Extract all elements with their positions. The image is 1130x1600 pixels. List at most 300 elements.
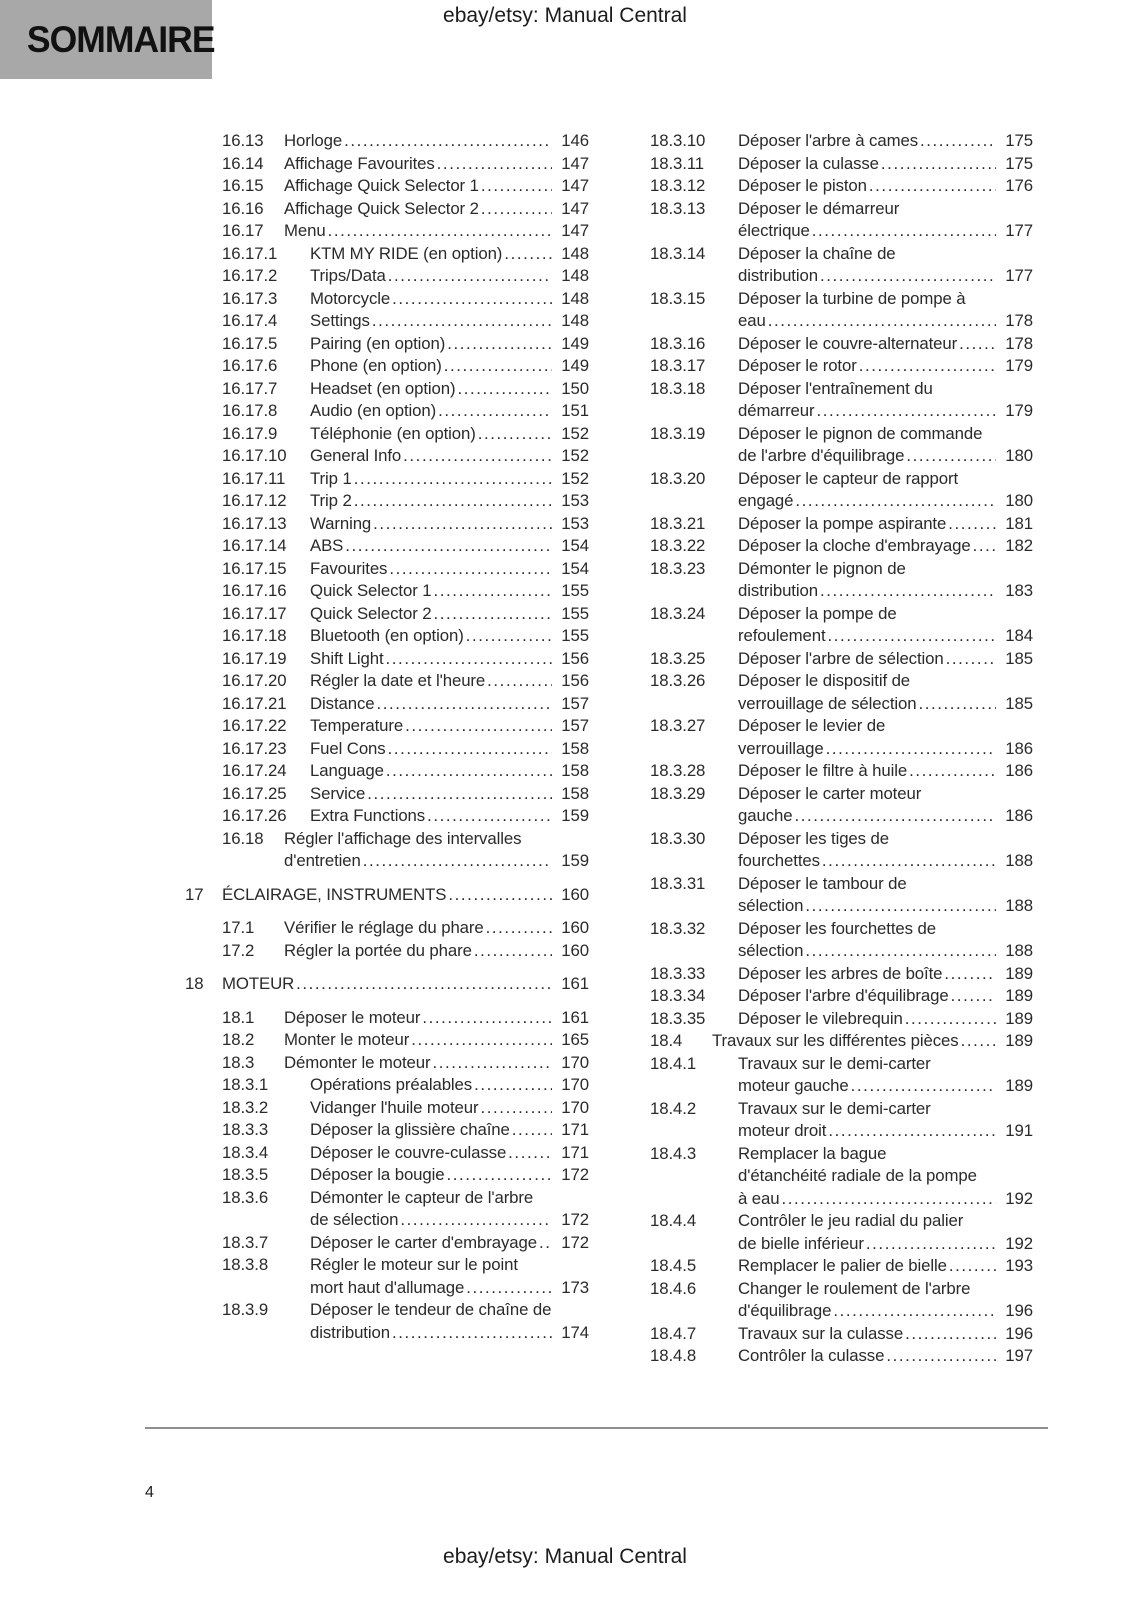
toc-page-ref: 160 [561,918,589,937]
toc-entry-title: Changer le roulement de l'arbre [738,1278,971,1298]
toc-entry-number: 18.3.13 [650,198,706,218]
toc-entry-title: Déposer le piston [738,176,867,195]
toc-entry [613,1030,1033,1053]
toc-page-ref: 153 [561,491,589,510]
toc-leader-dots [411,1029,552,1052]
toc-entry-title: Déposer le tambour de [738,873,907,893]
toc-entry-title: KTM MY RIDE (en option) [310,243,503,263]
toc-entry [613,378,1033,423]
toc-entry-title: de bielle inférieur [738,1233,864,1253]
toc-entry [185,670,589,693]
toc-entry-title: Remplacer le palier de bielle [738,1256,947,1275]
toc-page-ref: 161 [561,974,589,993]
toc-page-ref: 174 [561,1322,589,1342]
toc-page-ref: 154 [561,558,589,578]
toc-entry [613,828,1033,873]
toc-entry-number: 16.17.11 [222,468,286,488]
toc-column-right [613,130,1033,1368]
toc-entry-number: 18.3.15 [650,288,706,308]
toc-leader-dots [386,760,552,783]
toc-leader-dots [812,220,996,243]
toc-entry-title: Déposer le capteur de rapport [738,468,959,488]
toc-entry-number: 18.4.4 [650,1211,697,1230]
toc-entry-title: Démonter le moteur [284,1052,431,1072]
toc-leader-dots [859,355,996,378]
toc-leader-dots [951,985,996,1008]
toc-entry-number: 16.18 [222,828,264,848]
toc-entry-number: 18.3.5 [222,1165,269,1184]
toc-entry [185,468,589,491]
toc-page-ref: 147 [561,221,589,240]
toc-entry-number: 16.17.4 [222,311,278,330]
toc-entry-title: Affichage Favourites [284,153,435,173]
toc-leader-dots [447,333,552,356]
toc-page-ref: 188 [1005,941,1033,960]
toc-entry-number: 16.17.5 [222,333,278,353]
toc-page-ref: 159 [561,851,589,870]
toc-entry-title: Déposer le couvre-culasse [310,1142,507,1162]
toc-entry-number: 18.4.7 [650,1323,697,1343]
toc-page-ref: 189 [1005,1031,1033,1050]
toc-entry-title: Déposer l'arbre de sélection [738,648,944,668]
sommaire-banner [0,0,215,79]
toc-entry [613,513,1033,536]
toc-entry-title: engagé [738,491,794,510]
toc-entry-number: 18.3.35 [650,1008,706,1028]
toc-entry [613,153,1033,176]
toc-page-ref: 157 [561,693,589,713]
toc-entry [185,535,589,558]
toc-entry [613,333,1033,356]
toc-entry-title: ABS [310,536,344,555]
toc-entry-title: démarreur [738,401,815,420]
toc-leader-dots [377,693,553,716]
toc-entry [185,355,589,378]
page-footer-title: ebay/etsy: Manual Central [443,1545,687,1568]
toc-entry-number: 16.15 [222,176,264,195]
toc-page-ref: 192 [1005,1233,1033,1253]
toc-entry [185,130,589,153]
toc-entry-title: Travaux sur la culasse [738,1323,904,1343]
toc-entry-title: Téléphonie (en option) [310,423,476,443]
toc-entry-title: Régler la portée du phare [284,940,472,960]
toc-leader-dots [392,1322,552,1345]
toc-entry-title: fourchettes [738,851,820,870]
toc-column-left [185,130,589,1344]
toc-page-ref: 152 [561,468,589,488]
toc-entry-number: 16.17.17 [222,603,287,623]
toc-entry [185,378,589,401]
toc-leader-dots [973,535,996,558]
toc-leader-dots [354,468,552,491]
toc-leader-dots [447,1164,552,1187]
toc-leader-dots [422,1007,552,1030]
toc-leader-dots [403,445,552,468]
toc-entry-title: Opérations préalables [310,1075,473,1094]
toc-entry-number: 16.17.2 [222,266,278,285]
toc-entry-number: 18.3.10 [650,131,706,150]
toc-entry [613,760,1033,783]
toc-entry [185,1007,589,1030]
toc-entry [185,940,589,963]
toc-entry [185,1299,589,1344]
toc-entry-title: Déposer l'arbre d'équilibrage [738,986,949,1005]
toc-entry-number: 16.17.14 [222,536,287,555]
toc-entry-number: 16.17.15 [222,558,287,578]
toc-entry-title: distribution [738,266,818,285]
toc-entry-number: 18.3.3 [222,1120,269,1139]
toc-page-ref: 184 [1005,626,1033,645]
toc-entry-title: Shift Light [310,648,384,668]
toc-entry-number: 16.17.6 [222,356,278,375]
toc-entry-title: eau [738,311,766,330]
toc-leader-dots [427,805,552,828]
toc-entry-number: 18.3.34 [650,986,706,1005]
toc-entry-title: Remplacer la bague [738,1143,887,1163]
toc-leader-dots [905,1323,996,1346]
toc-entry-title: General Info [310,446,402,465]
toc-entry-title: Headset (en option) [310,378,456,398]
toc-entry-title: Déposer la culasse [738,153,879,173]
toc-leader-dots [373,513,552,536]
toc-entry-number: 16.17.23 [222,738,287,758]
toc-leader-dots [481,198,552,221]
toc-entry-title: Déposer le filtre à huile [738,761,908,780]
toc-page-ref: 147 [561,198,589,218]
toc-entry-title: distribution [738,581,818,600]
toc-entry-title: Déposer la chaîne de [738,243,896,263]
toc-leader-dots [328,220,552,243]
toc-leader-dots [466,1277,552,1300]
toc-entry-title: Déposer les fourchettes de [738,918,936,938]
toc-entry [185,884,589,907]
toc-entry-title: distribution [310,1322,390,1342]
toc-page-ref: 180 [1005,491,1033,510]
toc-entry-title: Déposer le carter moteur [738,783,922,803]
toc-entry-number: 18.4.1 [650,1053,697,1073]
toc-page-ref: 155 [561,603,589,623]
toc-page-ref: 170 [561,1052,589,1072]
toc-entry-title: Trip 1 [310,468,352,488]
toc-entry-title: Déposer le vilebrequin [738,1008,903,1028]
toc-entry-title: Déposer les arbres de boîte [738,963,943,983]
toc-page-ref: 191 [1005,1121,1033,1140]
toc-leader-dots [386,648,552,671]
toc-entry [185,1164,589,1187]
toc-page-ref: 156 [561,648,589,668]
toc-page-ref: 147 [561,153,589,173]
toc-entry-number: 18.3.20 [650,468,706,488]
toc-entry-title: Déposer le carter d'embrayage [310,1232,537,1252]
toc-page-ref: 159 [561,806,589,825]
page-number: 4 [145,1484,154,1501]
toc-entry [185,715,589,738]
toc-entry-title: Travaux sur le demi-carter [738,1098,931,1118]
toc-leader-dots [345,535,552,558]
toc-entry-number: 18.3.18 [650,378,706,398]
page-header-title: ebay/etsy: Manual Central [443,4,687,27]
toc-entry [613,1008,1033,1031]
toc-entry-title: Déposer le moteur [284,1007,421,1027]
toc-page-ref: 192 [1005,1188,1033,1208]
toc-entry-title: Pairing (en option) [310,333,446,353]
toc-entry [185,973,589,996]
toc-entry [613,670,1033,715]
toc-leader-dots [434,580,552,603]
toc-entry-number: 18.3.19 [650,423,706,443]
toc-leader-dots [946,648,996,671]
toc-entry-number: 16.14 [222,153,264,173]
toc-page-ref: 178 [1005,311,1033,330]
toc-entry [185,693,589,716]
toc-leader-dots [458,378,553,401]
toc-entry [185,1097,589,1120]
toc-entry [185,603,589,626]
toc-page-ref: 149 [561,333,589,353]
toc-entry-title: Audio (en option) [310,401,437,420]
toc-entry-title: Bluetooth (en option) [310,626,464,645]
toc-entry-number: 18.3.6 [222,1187,269,1207]
toc-leader-dots [822,850,996,873]
toc-entry-title: sélection [738,896,804,915]
toc-leader-dots [363,850,552,873]
toc-entry-title: ÉCLAIRAGE, INSTRUMENTS [222,884,447,904]
toc-page-ref: 175 [1005,131,1033,150]
toc-entry [613,355,1033,378]
toc-entry-number: 16.17.22 [222,716,287,735]
toc-entry [613,985,1033,1008]
toc-entry [613,1143,1033,1211]
toc-entry-title: Phone (en option) [310,356,442,375]
toc-entry [613,243,1033,288]
toc-entry-number: 18.3.26 [650,671,706,690]
toc-entry-title: Warning [310,513,372,533]
toc-entry-number: 16.17.3 [222,288,278,308]
toc-page-ref: 165 [561,1030,589,1049]
toc-entry [613,558,1033,603]
footer-divider [145,1427,1048,1429]
toc-page-ref: 181 [1005,513,1033,533]
toc-leader-dots [508,1142,552,1165]
toc-entry-number: 16.17.13 [222,513,287,533]
toc-page-ref: 186 [1005,738,1033,758]
toc-leader-dots [448,884,552,907]
toc-entry-number: 16.17.1 [222,243,278,263]
toc-leader-dots [828,1120,996,1143]
toc-entry-title: Service [310,783,366,803]
toc-entry-title: Fuel Cons [310,738,386,758]
toc-page-ref: 148 [561,266,589,285]
toc-leader-dots [405,715,552,738]
toc-leader-dots [851,1075,996,1098]
toc-entry-number: 18.3.8 [222,1255,269,1274]
toc-page-ref: 172 [561,1165,589,1184]
toc-entry [185,1254,589,1299]
toc-page-ref: 172 [561,1210,589,1229]
toc-entry [613,783,1033,828]
toc-page-ref: 182 [1005,536,1033,555]
toc-leader-dots [866,1233,996,1256]
toc-page-ref: 171 [561,1120,589,1139]
toc-leader-dots [833,1300,996,1323]
toc-page-ref: 155 [561,626,589,645]
toc-page-ref: 185 [1005,693,1033,713]
toc-entry [613,963,1033,986]
toc-entry [185,625,589,648]
toc-entry-title: Monter le moteur [284,1030,410,1049]
toc-entry-number: 16.16 [222,198,264,218]
toc-entry [185,490,589,513]
toc-leader-dots [869,175,996,198]
toc-entry-title: Travaux sur les différentes pièces [712,1031,959,1050]
toc-page-ref: 160 [561,940,589,960]
toc-page-ref: 154 [561,536,589,555]
toc-entry-title: moteur gauche [738,1076,849,1095]
toc-page-ref: 152 [561,423,589,443]
toc-page-ref: 188 [1005,851,1033,870]
toc-page-ref: 146 [561,131,589,150]
toc-leader-dots [920,130,996,153]
toc-entry-title: verrouillage de sélection [738,693,917,713]
toc-entry [613,873,1033,918]
toc-page-ref: 155 [561,581,589,600]
toc-page-ref: 173 [561,1277,589,1297]
toc-entry-number: 18.3.16 [650,333,706,353]
toc-entry-number: 17 [185,884,204,904]
toc-leader-dots [909,760,996,783]
toc-entry-number: 18.3.2 [222,1097,269,1117]
toc-entry [613,288,1033,333]
toc-entry-title: Temperature [310,716,404,735]
toc-entry-title: de sélection [310,1210,399,1229]
toc-entry-title: Déposer la pompe aspirante [738,513,947,533]
toc-page-ref: 177 [1005,266,1033,285]
toc-page-ref: 179 [1005,401,1033,420]
toc-entry-title: Quick Selector 2 [310,603,432,623]
toc-page-ref: 157 [561,716,589,735]
toc-entry [613,1098,1033,1143]
toc-entry-title: Vidanger l'huile moteur [310,1097,479,1117]
toc-entry-title: verrouillage [738,738,824,758]
toc-leader-dots [905,1008,996,1031]
toc-leader-dots [466,625,552,648]
toc-entry [613,1278,1033,1323]
toc-entry-number: 16.17.24 [222,761,287,780]
toc-entry-number: 16.17.21 [222,693,287,713]
toc-entry [185,1187,589,1232]
toc-entry [185,513,589,536]
toc-entry-title: Déposer les tiges de [738,828,889,848]
toc-entry [613,1345,1033,1368]
toc-entry [613,715,1033,760]
toc-page-ref: 171 [561,1142,589,1162]
toc-entry-number: 16.17.12 [222,491,287,510]
toc-page-ref: 197 [1005,1346,1033,1365]
toc-entry [185,310,589,333]
toc-page-ref: 179 [1005,356,1033,375]
toc-page-ref: 188 [1005,896,1033,915]
toc-entry-title: Déposer le tendeur de chaîne de [310,1300,552,1319]
toc-entry-title: Settings [310,311,370,330]
toc-entry-title: gauche [738,806,793,825]
toc-entry [185,828,589,873]
toc-page-ref: 177 [1005,221,1033,240]
toc-page-ref: 156 [561,671,589,690]
toc-entry-title: Affichage Quick Selector 2 [284,198,479,218]
toc-entry [613,603,1033,648]
toc-entry [185,1142,589,1165]
toc-entry [613,648,1033,671]
toc-entry-title: Déposer la cloche d'embrayage [738,536,971,555]
toc-entry-number: 18.3.4 [222,1142,269,1162]
toc-leader-dots [437,153,552,176]
toc-entry-number: 18.3.31 [650,873,706,893]
toc-entry [613,1210,1033,1255]
toc-entry-title: à eau [738,1188,780,1208]
toc-entry-number: 18.3.1 [222,1075,269,1094]
toc-page-ref: 158 [561,783,589,803]
toc-leader-dots [944,963,996,986]
toc-entry-title: sélection [738,941,804,960]
toc-leader-dots [768,310,996,333]
toc-entry [185,805,589,828]
toc-entry-title: Déposer l'arbre à cames [738,131,918,150]
toc-entry-number: 18.3.24 [650,603,706,623]
toc-leader-dots [805,895,996,918]
toc-entry-title: Régler l'affichage des intervalles [284,828,522,848]
toc-entry-title: Horloge [284,131,343,150]
toc-page-ref: 175 [1005,153,1033,173]
toc-entry-title: d'équilibrage [738,1301,832,1320]
toc-entry-number: 16.17 [222,221,264,240]
toc-entry-title: Déposer le dispositif de [738,671,911,690]
toc-entry-title: Language [310,761,384,780]
toc-entry [613,175,1033,198]
toc-entry-number: 16.17.16 [222,581,287,600]
toc-entry [185,445,589,468]
toc-entry-title: Démonter le pignon de [738,558,906,578]
toc-leader-dots [826,738,996,761]
toc-entry-title: Motorcycle [310,288,391,308]
toc-page-ref: 149 [561,356,589,375]
toc-page-ref: 147 [561,176,589,195]
toc-leader-dots [438,400,552,423]
toc-leader-dots [512,1119,552,1142]
toc-page-ref: 161 [561,1007,589,1027]
toc-leader-dots [820,265,996,288]
toc-entry [185,333,589,356]
toc-entry-number: 18.3.23 [650,558,706,578]
toc-entry [185,175,589,198]
toc-page-ref: 153 [561,513,589,533]
toc-entry-number: 18.2 [222,1030,255,1049]
toc-entry [613,468,1033,513]
toc-entry [185,1029,589,1052]
toc-entry-title: électrique [738,221,810,240]
toc-entry [185,198,589,221]
toc-entry [185,153,589,176]
toc-entry-number: 18.4.6 [650,1278,697,1298]
toc-entry-title: Déposer l'entraînement du [738,378,933,398]
toc-page-ref: 189 [1005,1008,1033,1028]
toc-entry [613,1053,1033,1098]
toc-leader-dots [486,917,552,940]
toc-leader-dots [918,693,996,716]
toc-entry-title: Menu [284,221,326,240]
toc-entry-number: 18.4.2 [650,1098,697,1118]
toc-entry-title: Déposer le démarreur [738,198,900,218]
toc-leader-dots [478,423,552,446]
